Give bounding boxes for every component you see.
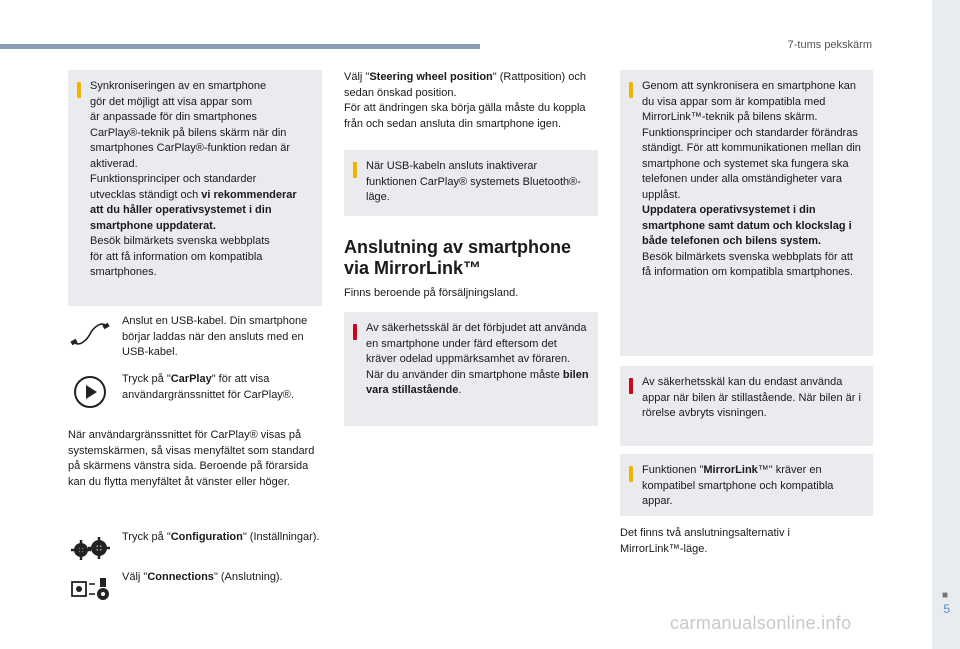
info-line-mixed: utvecklas ständigt och vi rekommenderar bbox=[90, 188, 297, 201]
info-line: gör det möjligt att visa appar som bbox=[90, 95, 253, 108]
connections-step-text: Välj "Connections" (Anslutning). bbox=[122, 571, 283, 583]
info-line: Funktionsprinciper och standarder bbox=[90, 173, 257, 185]
usb-step-text: Anslut en USB-kabel. Din smartphone börjar laddas när den ansluts med en USB-kabel. bbox=[122, 315, 308, 358]
steering-paragraphs bbox=[344, 70, 598, 132]
configuration-step bbox=[68, 530, 322, 570]
info-line-bold: att du håller operativsystemet i din bbox=[90, 204, 272, 216]
continue-mark: ■ bbox=[941, 590, 948, 601]
info-line: är anpassade för din smartphones bbox=[90, 111, 257, 123]
steering-position-text: Välj "Steering wheel position" (Rattposition) och sedan önskad position. bbox=[344, 71, 586, 99]
header-rule bbox=[0, 44, 480, 49]
section-title: 7-tums pekskärm bbox=[787, 39, 872, 51]
carplay-info-box bbox=[68, 70, 322, 306]
reconnect-text: För att ändringen ska börja gälla måste du koppla från och sedan ansluta din smartphone igen. bbox=[344, 102, 586, 130]
usb-info-box: När USB-kabeln ansluts inaktiverar funktionen CarPlay® systemets Bluetooth®-läge. bbox=[344, 150, 598, 216]
info-line: för att få information om kompatibla bbox=[90, 250, 263, 263]
mirrorlink-warning-box: Av säkerhetsskäl kan du endast använda appar när bilen är stillastående. När bilen är i rörelse avbryts visningen. bbox=[620, 366, 873, 446]
info-line: Besök bilmärkets svenska webbplats bbox=[90, 235, 270, 247]
info-line: Synkroniseringen av en smartphone bbox=[90, 80, 267, 92]
watermark: carmanualsonline.info bbox=[670, 613, 852, 633]
carplay-step bbox=[68, 372, 322, 412]
connections-icon bbox=[68, 570, 112, 610]
carplay-step-text: Tryck på "CarPlay" för att visa användargränssnittet för CarPlay®. bbox=[122, 373, 294, 401]
heading-line: Anslutning av smartphone bbox=[344, 237, 572, 257]
info-marker-icon bbox=[77, 82, 81, 98]
warning-marker-icon bbox=[353, 324, 357, 340]
carplay-play-icon bbox=[68, 372, 112, 412]
info-line-bold: smartphone uppdaterat. bbox=[90, 219, 216, 232]
side-strip bbox=[932, 0, 960, 649]
mirrorlink-info-box: Genom att synkronisera en smartphone kan du visa appar som är kompatibla med MirrorLink™-teknik på bilens skärm. Funktionsprinciper och standarder förändras ständigt. För att kommunikationen mellan din smartphone och systemet ska fungera ska telefonen under alla omständigheter vara upplåst. Uppdatera operativsystemet i din smartphone samt datum och klockslag i både telefonen och bilens system. Besök bilmärkets svenska webbplats för att få information om kompatibla smartphones. bbox=[620, 70, 873, 356]
mirrorlink-requirement-box: Funktionen "MirrorLink™" kräver en kompatibel smartphone och kompatibla appar. bbox=[620, 454, 873, 516]
safety-warning-box: Av säkerhetsskäl är det förbjudet att använda en smartphone under färd eftersom det kräver odelad uppmärksamhet av föraren. När du använder din smartphone måste bilen vara stillastående. bbox=[344, 312, 598, 426]
info-line: CarPlay®-teknik på bilens skärm när din bbox=[90, 126, 287, 139]
connection-options-text: Det finns två anslutningsalternativ i MirrorLink™-läge. bbox=[620, 527, 790, 555]
warning-marker-icon bbox=[629, 378, 633, 394]
info-line: aktiverad. bbox=[90, 157, 138, 170]
usb-step bbox=[68, 314, 322, 361]
heading-line: via MirrorLink™ bbox=[344, 258, 482, 278]
configuration-step-text: Tryck på "Configuration" (Inställningar). bbox=[122, 531, 320, 543]
carplay-paragraph: När användargränssnittet för CarPlay® visas på systemskärmen, så visas menyfältet som standard på skärmens vänstra sida. Beroende på förarsida kan du flytta menyfältet åt vänster eller höger. bbox=[68, 429, 315, 488]
page-number: 5 bbox=[943, 602, 950, 616]
connections-step bbox=[68, 570, 322, 610]
info-marker-icon bbox=[629, 466, 633, 482]
availability-text: Finns beroende på försäljningsland. bbox=[344, 287, 519, 299]
info-marker-icon bbox=[629, 82, 633, 98]
update-bold-text: Uppdatera operativsystemet i din smartphone samt datum och klockslag i både telefonen och bilens system. bbox=[642, 204, 852, 247]
usb-cable-icon bbox=[68, 314, 112, 354]
info-line: smartphones CarPlay®-funktion redan är bbox=[90, 142, 291, 154]
info-marker-icon bbox=[353, 162, 357, 178]
info-line: smartphones. bbox=[90, 266, 157, 278]
gears-icon bbox=[68, 530, 112, 570]
mirrorlink-heading bbox=[344, 237, 598, 279]
stationary-text: När du använder din smartphone måste bilen vara stillastående. bbox=[366, 368, 589, 396]
